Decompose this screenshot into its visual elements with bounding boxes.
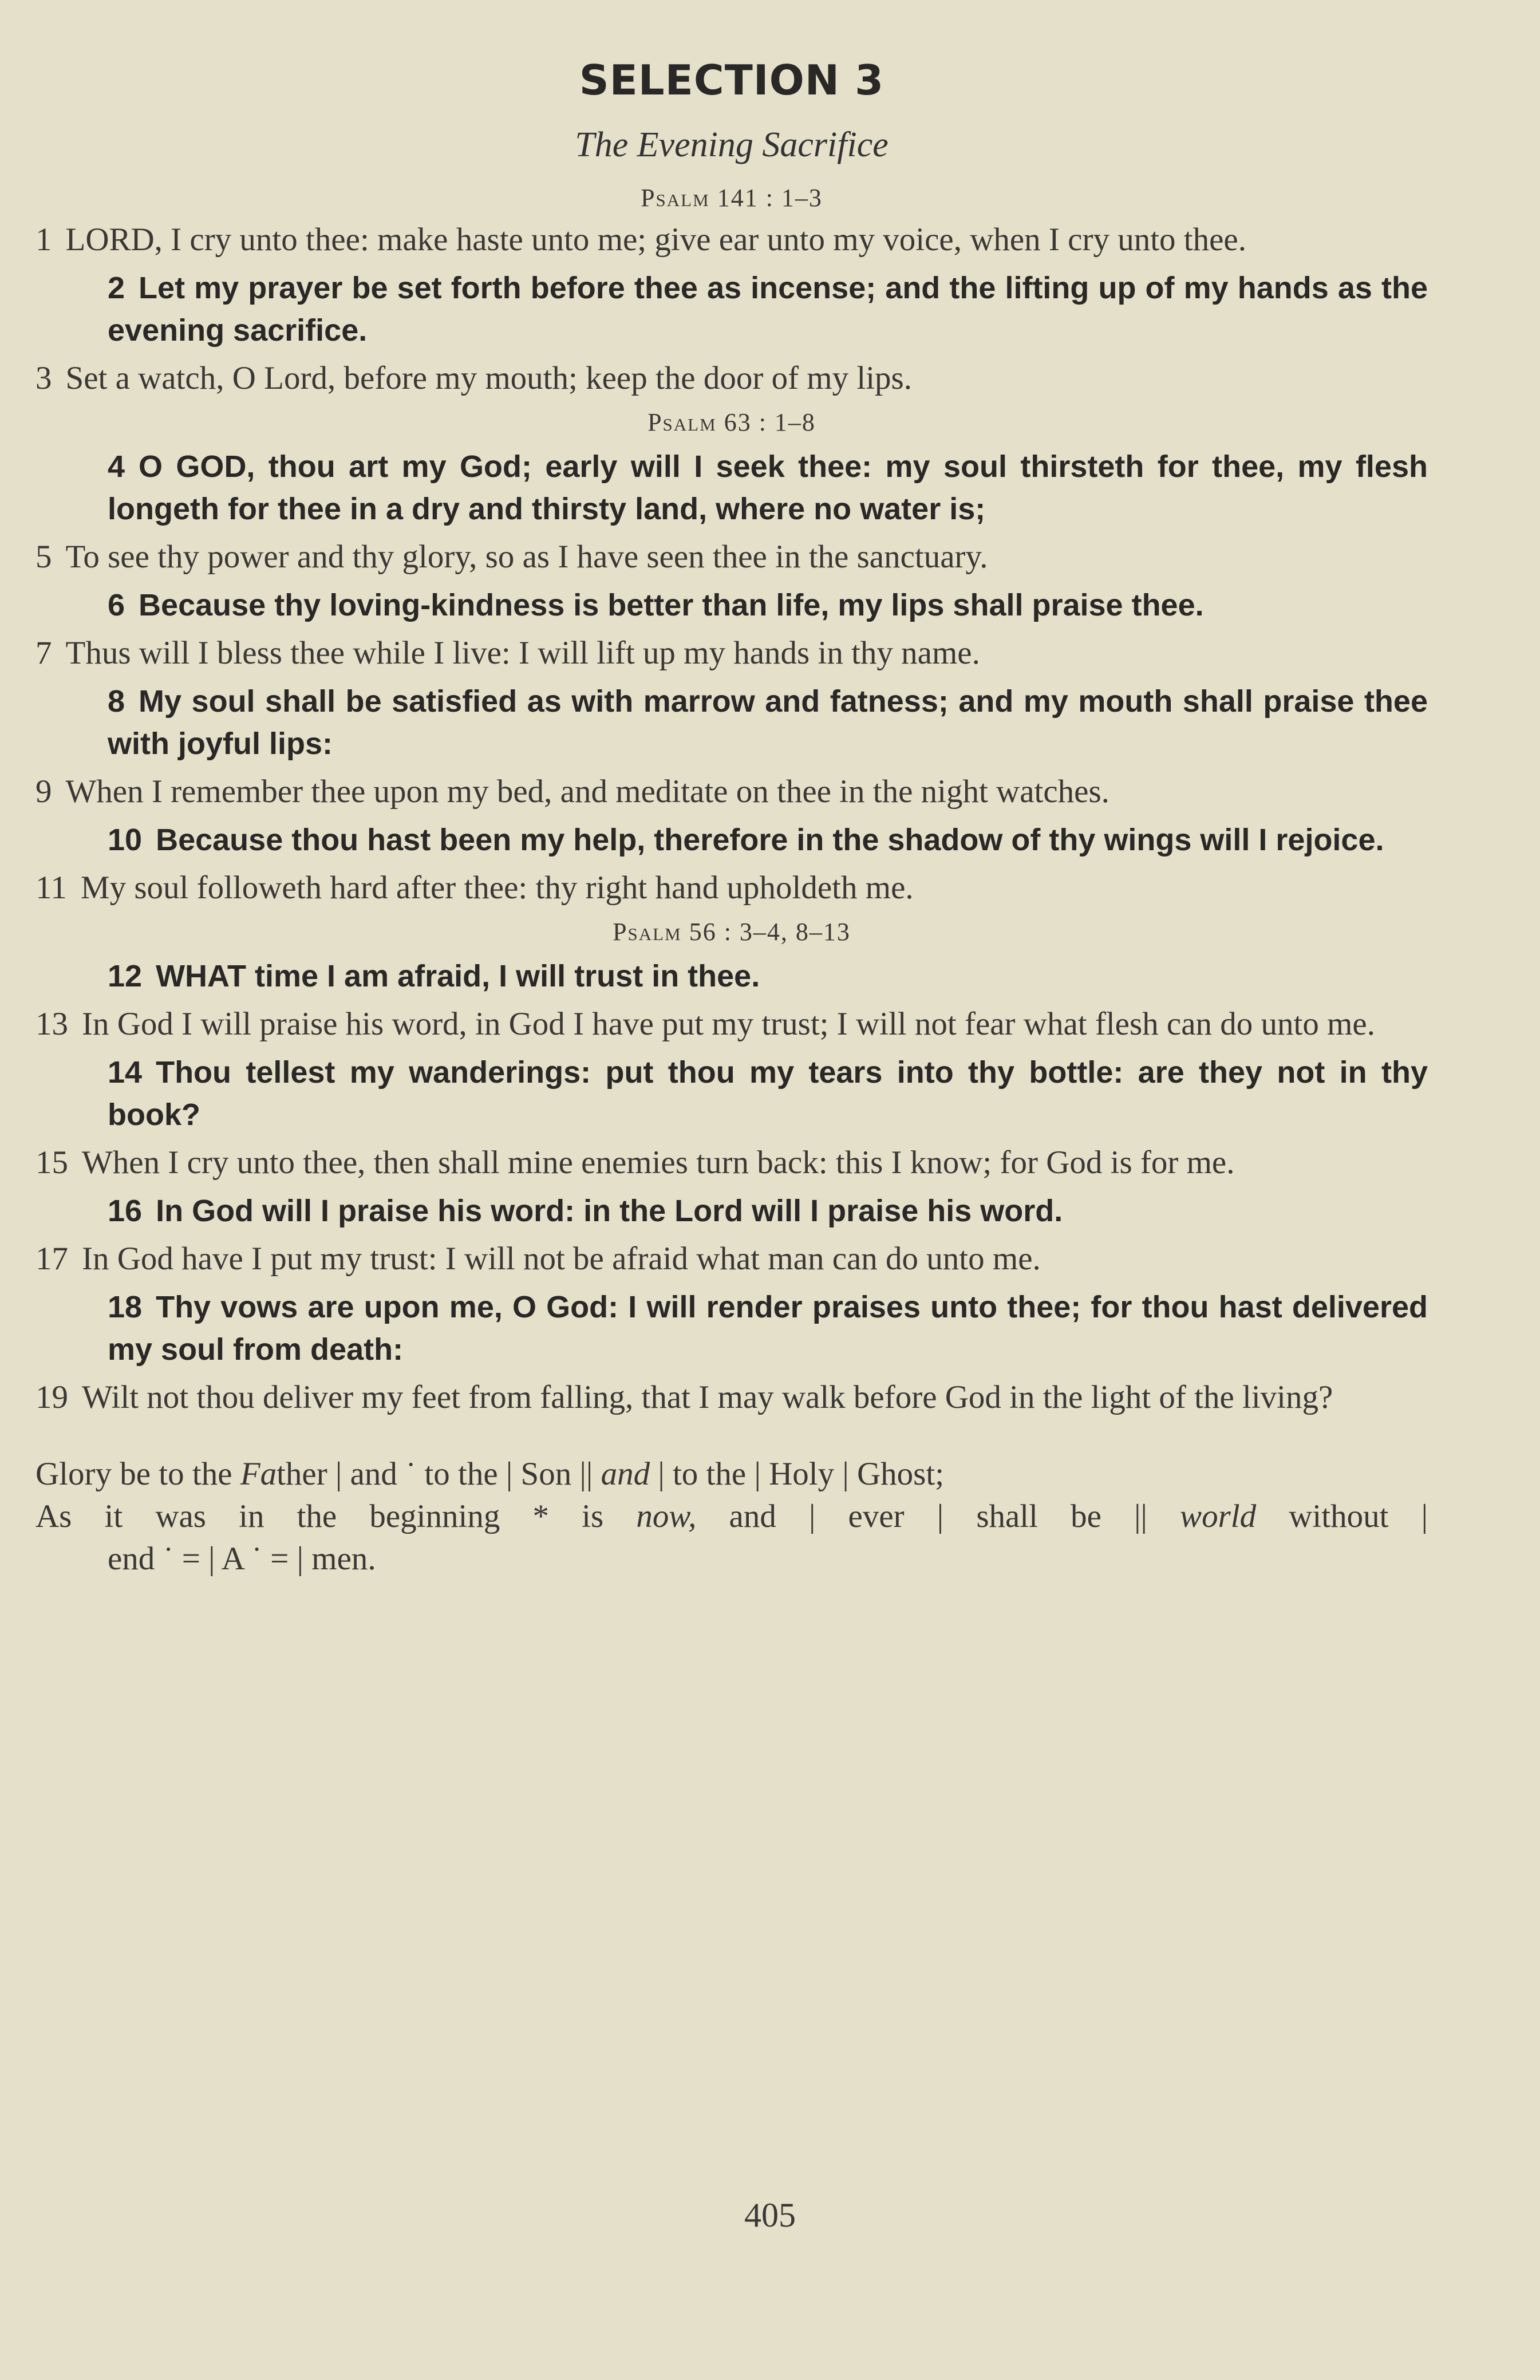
verse-number: 11 [35,870,67,906]
verse [35,1238,1428,1280]
verse-text: Let my prayer be set forth before thee as incense; and the lifting up of my hands as the evening sacrifice. [108,271,1428,348]
verse-text: Wilt not thou deliver my feet from falling, that I may walk before God in the light of the living? [82,1379,1333,1415]
verse [35,357,1428,400]
verse-text: When I cry unto thee, then shall mine enemies turn back: this I know; for God is for me. [82,1144,1235,1181]
verse-number: 2 [108,271,125,305]
doxology-accent: and [601,1456,650,1492]
verse [35,1003,1428,1045]
verse-number: 7 [35,635,52,671]
verse [35,1286,1428,1371]
verse-number: 8 [108,684,125,719]
verse-text: O GOD, thou art my God; early will I seek thee: my soul thirsteth for thee, my flesh longeth for thee in a dry and thirsty land, where no water is; [108,449,1428,526]
verse-text: Because thou hast been my help, therefore in the shadow of thy wings will I rejoice. [156,823,1384,857]
doxology-text: As it was in the beginning * is [35,1498,637,1534]
doxology-accent: Fa [240,1456,277,1492]
verse [35,267,1428,352]
verse-text: Set a watch, O Lord, before my mouth; keep the door of my lips. [65,360,912,396]
verse-number: 16 [108,1194,143,1228]
verse-number: 19 [35,1379,68,1415]
psalm-word: Psalm [647,408,717,436]
doxology-line-3: end ˙ = | A ˙ = | men. [108,1541,376,1577]
verse-text: In God I will praise his word, in God I have put my trust; I will not fear what flesh can do unto me. [82,1006,1375,1042]
verse-text: In God will I praise his word: in the Lord will I praise his word. [156,1194,1063,1228]
verse-number: 13 [35,1006,68,1042]
doxology-accent: now, [636,1498,697,1534]
verse-text: In God have I put my trust: I will not be afraid what man can do unto me. [82,1241,1041,1277]
doxology-line-1 [35,1453,1428,1495]
verse [35,632,1428,674]
psalm-reference [35,915,1428,949]
psalm-numbers: 63 : 1–8 [724,408,816,436]
psalm-word: Psalm [641,184,710,212]
psalm-numbers: 56 : 3–4, 8–13 [689,918,851,946]
verse [35,1376,1428,1419]
doxology-line-2 [35,1495,1428,1538]
verse [35,1142,1428,1184]
verse-number: 9 [35,773,52,810]
doxology-text: without | [1256,1498,1428,1534]
psalm-reference [35,181,1428,215]
verse-number: 1 [35,222,52,258]
verse-text: Thy vows are upon me, O God: I will render praises unto thee; for thou hast delivered my soul from death: [108,1290,1428,1367]
verse-number: 5 [35,539,52,575]
verse-text: Because thy loving-kindness is better than life, my lips shall praise thee. [139,588,1204,622]
verse-number: 14 [108,1055,143,1090]
psalm-word: Psalm [613,918,682,946]
psalm-sections [35,181,1428,1419]
verse-number: 18 [108,1290,143,1324]
verse [35,955,1428,997]
verse-text: When I remember thee upon my bed, and meditate on thee in the night watches. [65,773,1109,810]
page-number: 405 [744,2196,796,2234]
verse-number: 17 [35,1241,68,1277]
verse-number: 10 [108,823,143,857]
verse [35,867,1428,909]
psalm-reference [35,405,1428,440]
verse [35,1051,1428,1136]
verse-number: 15 [35,1144,68,1181]
verse-number: 6 [108,588,125,622]
verse-text: My soul shall be satisfied as with marrow and fatness; and my mouth shall praise thee with joyful lips: [108,684,1428,761]
verse [35,536,1428,578]
verse [35,584,1428,626]
psalm-numbers: 141 : 1–3 [717,184,823,212]
verse-number: 3 [35,360,52,396]
verse-text: My soul followeth hard after thee: thy right hand upholdeth me. [80,870,914,906]
verse-text: WHAT time I am afraid, I will trust in thee. [156,959,760,993]
doxology-accent: world [1180,1498,1257,1534]
verse [35,680,1428,765]
verse [35,219,1428,261]
doxology-text: | to the | Holy | Ghost; [650,1456,945,1492]
verse-text: Thou tellest my wanderings: put thou my tears into thy bottle: are they not in thy book? [108,1055,1428,1132]
doxology [35,1453,1428,1580]
verse-text: LORD, I cry unto thee: make haste unto me; give ear unto my voice, when I cry unto thee. [65,222,1246,258]
verse-text: Thus will I bless thee while I live: I will lift up my hands in thy name. [65,635,980,671]
verse-text: To see thy power and thy glory, so as I have seen thee in the sanctuary. [65,539,988,575]
doxology-text: ther | and ˙ to the | Son || [277,1456,601,1492]
verse [35,819,1428,861]
verse [35,445,1428,530]
selection-title: SELECTION 3 [579,56,884,104]
page-content [35,57,1428,1580]
verse-number: 4 [108,449,125,484]
verse [35,1190,1428,1232]
verse [35,771,1428,813]
doxology-text: Glory be to the [35,1456,240,1492]
doxology-text: and | ever | shall be || [696,1498,1180,1534]
selection-subtitle: The Evening Sacrifice [575,125,889,164]
verse-number: 12 [108,959,143,993]
